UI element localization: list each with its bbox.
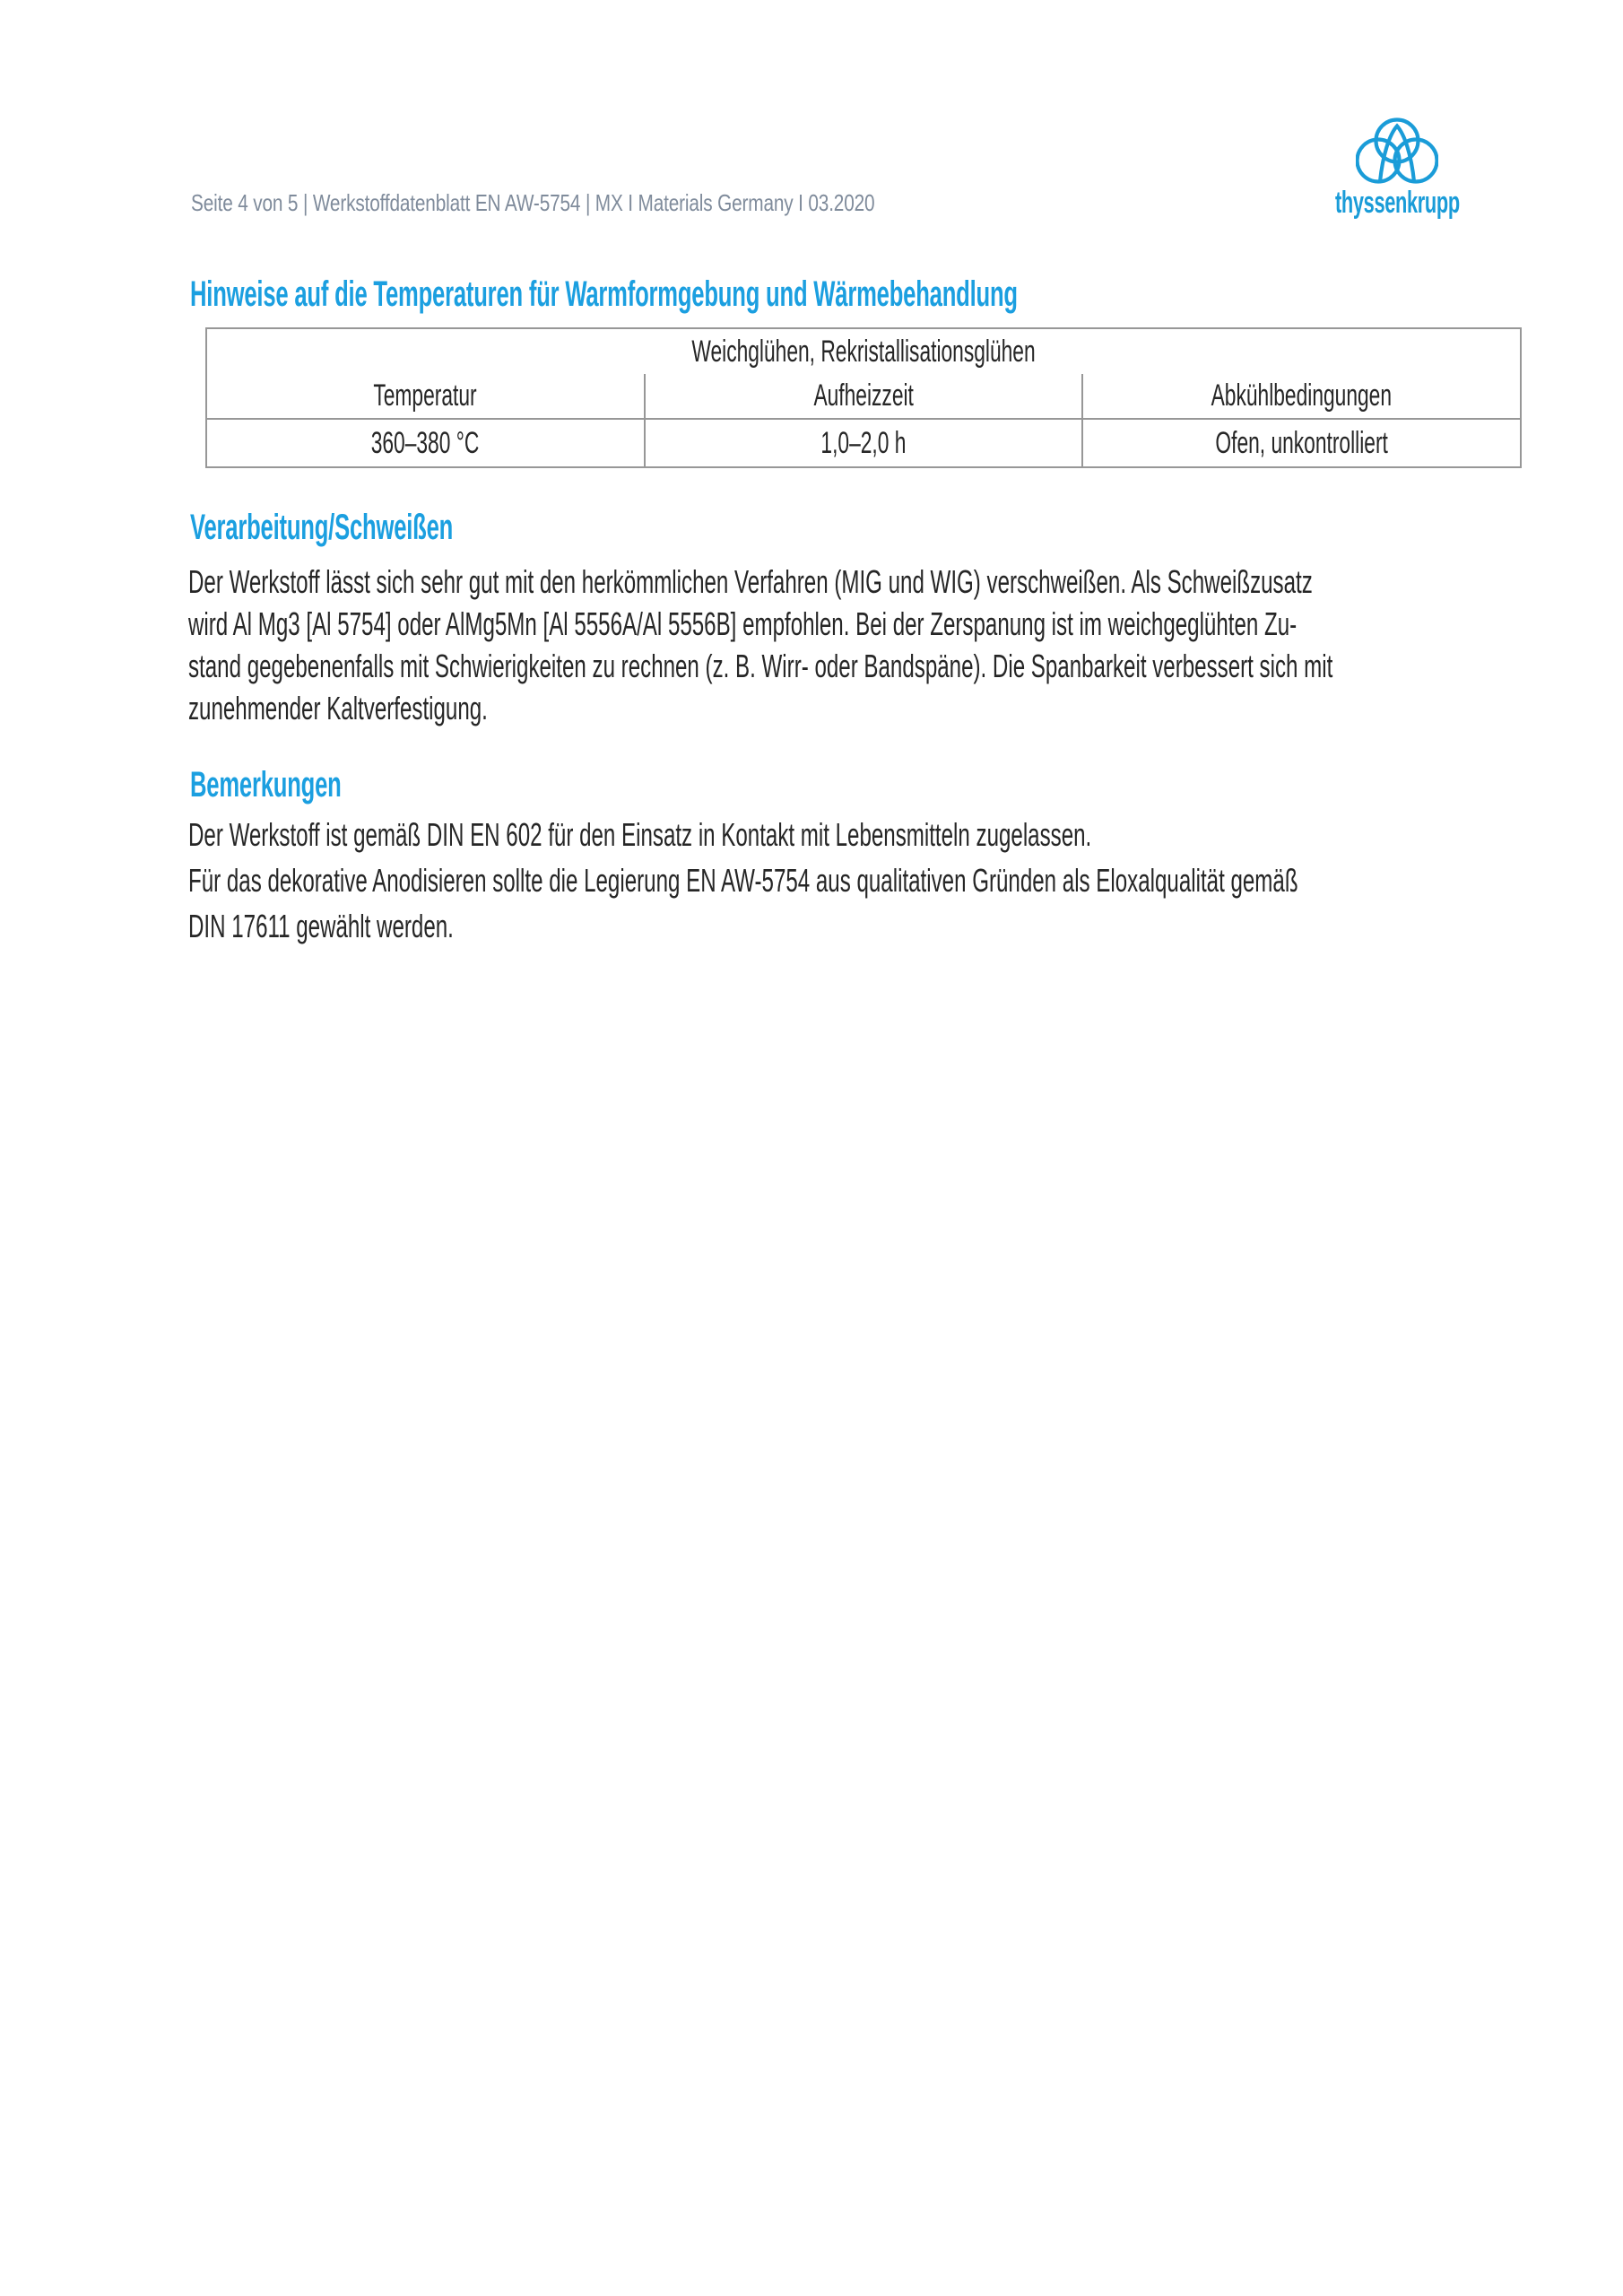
logo-wordmark: thyssenkrupp xyxy=(1335,186,1460,220)
annealing-table xyxy=(205,327,1522,468)
remarks-paragraph xyxy=(188,812,1623,949)
table-group-header-row xyxy=(206,328,1521,374)
data-cell-aufheizzeit: 1,0–2,0 h xyxy=(645,419,1083,467)
table-data-row xyxy=(206,419,1521,467)
page-header-meta xyxy=(191,191,1046,214)
table-group-header-cell: Weichglühen, Rekristallisationsglühen xyxy=(691,334,1036,369)
thyssenkrupp-logo-icon xyxy=(1356,117,1438,184)
paragraph-line: stand gegebenenfalls mit Schwierigkeiten zu rechnen (z. B. Wirr- oder Bandspäne). Die Spanbarkeit verbessert sich mit xyxy=(188,648,1333,684)
data-cell-temperatur: 360–380 °C xyxy=(371,425,480,460)
data-cell-abkuehlbedingungen: Ofen, unkontrolliert xyxy=(1082,419,1521,467)
table-column-header-row xyxy=(206,374,1521,419)
paragraph-line: Der Werkstoff lässt sich sehr gut mit den herkömmlichen Verfahren (MIG und WIG) verschweißen. Als Schweißzusatz xyxy=(188,563,1313,600)
section-title-processing: Verarbeitung/Schweißen xyxy=(190,508,454,547)
column-header-temperatur: Temperatur xyxy=(206,374,645,419)
logo-wordmark-wrap xyxy=(1335,187,1530,218)
remark-line: Für das dekorative Anodisieren sollte die Legierung EN AW-5754 aus qualitativen Gründen als Eloxalqualität gemäß xyxy=(188,862,1298,899)
remark-line: DIN 17611 gewählt werden. xyxy=(188,908,454,944)
paragraph-line: wird Al Mg3 [Al 5754] oder AlMg5Mn [Al 5556A/Al 5556B] empfohlen. Bei der Zerspanung ist im weichgeglühten Zu- xyxy=(188,605,1298,642)
section-title-temperatures: Hinweise auf die Temperaturen für Warmformgebung und Wärmebehandlung xyxy=(190,274,1018,314)
column-header-aufheizzeit: Aufheizzeit xyxy=(645,374,1083,419)
page-header-text: Seite 4 von 5 | Werkstoffdatenblatt EN AW-5754 | MX I Materials Germany I 03.2020 xyxy=(191,189,875,216)
remark-line: Der Werkstoff ist gemäß DIN EN 602 für den Einsatz in Kontakt mit Lebensmitteln zugelassen. xyxy=(188,816,1092,853)
paragraph-line: zunehmender Kaltverfestigung. xyxy=(188,690,488,726)
processing-paragraph xyxy=(188,561,1623,729)
section-title-remarks: Bemerkungen xyxy=(190,765,342,804)
column-header-abkuehlbedingungen: Abkühlbedingungen xyxy=(1082,374,1521,419)
